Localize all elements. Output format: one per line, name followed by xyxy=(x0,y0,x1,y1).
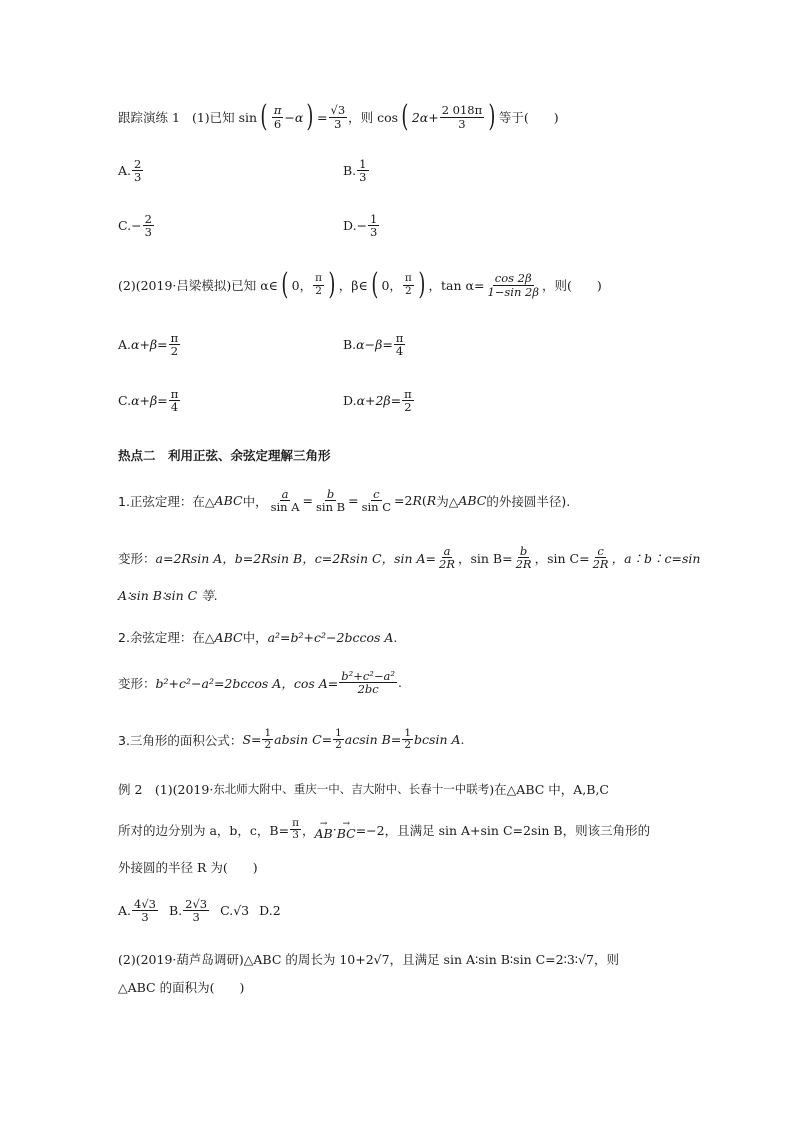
fraction-2018pi-3: $\frac{2 018\pi}{3}$ xyxy=(441,103,483,131)
section-heading: 热点二 利用正弦、余弦定理解三角形 xyxy=(118,448,331,463)
exercise-2-stem: (2)(2019· 吕梁模拟 )已知 α∈ ( 0， $\frac{\pi}{2}$ ) ，β∈ ( 0， $\frac{\pi}{2}$ ) ，tan α= $\frac{\cos 2\beta}{1-\sin 2\beta}$ ，则( ) xyxy=(118,267,602,302)
vector-bc: → BC xyxy=(336,818,356,841)
option-d: D. − $\frac{1}{3}$ xyxy=(343,212,378,240)
sine-law-variant-cont: A∶sin B∶sin C 等. xyxy=(118,588,218,603)
sine-law-line: 1.正弦定理：在△ ABC 中， $\frac{a}{\text{sin A}}$ = $\frac{b}{\text{sin B}}$ = $\frac{c}{\text{sin C}}$ =2 R ( R 为△ ABC 的外接圆半径). xyxy=(118,487,571,515)
example-2-part2-line2: △ABC 的面积为( ) xyxy=(118,980,245,995)
example-2-line1: 例 2 (1)(2019· 东北师大附中、重庆一中、吉大附中、长春十一中联考 )在△ABC 中，A,B,C xyxy=(118,782,609,797)
exercise-1-stem: 跟踪演练 1 (1)已知 sin ( $\frac{\pi}{6}$ − α ) = $\frac{√3}{3}$ ，则 cos ( 2α+ $\frac{2 018\pi}{3}$ ) 等于( ) xyxy=(118,99,559,134)
option-d-2: D. α+2β= $\frac{\pi}{2}$ xyxy=(343,387,412,415)
option-b-2: B. α−β= $\frac{\pi}{4}$ xyxy=(343,331,404,359)
area-formula: 3.三角形的面积公式： S= $\frac{1}{2}$ absin C= $\frac{1}{2}$ acsin B= $\frac{1}{2}$ bcsin A. xyxy=(118,727,465,752)
option-c: C. − $\frac{2}{3}$ xyxy=(118,212,152,240)
exercise-heading: 跟踪演练 1 xyxy=(118,110,180,125)
option-a-2: A. α+β= $\frac{\pi}{2}$ xyxy=(118,331,179,359)
example-2-line2: 所对的边分别为 a，b，c，B= $\frac{\pi}{3}$ ， → AB · → BC =−2，且满足 sin A+sin C=2sin B，则该三角形的 xyxy=(118,817,651,842)
cosine-law-variant: 变形： b²+c²−a²=2bccos A，cos A= $\frac{\text{b²+c²−a²}}{2bc}$ . xyxy=(118,669,402,697)
fraction-pi-6: $\frac{\pi}{6}$ xyxy=(273,103,282,131)
sine-law-variant: 变形： a=2Rsin A，b=2Rsin B，c=2Rsin C，sin A= $\frac{a}{2R}$ ，sin B= $\frac{b}{2R}$ ，sin C= $\frac{c}{2R}$ ，a∶b∶c=sin xyxy=(118,544,701,572)
fraction-sqrt3-3: $\frac{√3}{3}$ xyxy=(330,103,346,131)
option-c-2: C. α+β= $\frac{\pi}{4}$ xyxy=(118,387,179,415)
option-a: A. $\frac{2}{3}$ xyxy=(118,157,142,185)
example-2-line3: 外接圆的半径 R 为( ) xyxy=(118,860,258,875)
vector-ab: → AB xyxy=(314,818,333,841)
example-2-part2-line1: (2)(2019· 葫芦岛调研 )△ABC 的周长为 10+2√7，且满足 sin A∶sin B∶sin C=2∶3∶√7，则 xyxy=(118,951,619,967)
example-2-options: A. $\frac{4√3}{3}$ B. $\frac{2√3}{3}$ C.√3 D.2 xyxy=(118,897,281,925)
cosine-law-line: 2.余弦定理：在△ ABC 中， a²=b²+c²−2bccos A. xyxy=(118,629,398,645)
option-b: B. $\frac{1}{3}$ xyxy=(343,157,367,185)
